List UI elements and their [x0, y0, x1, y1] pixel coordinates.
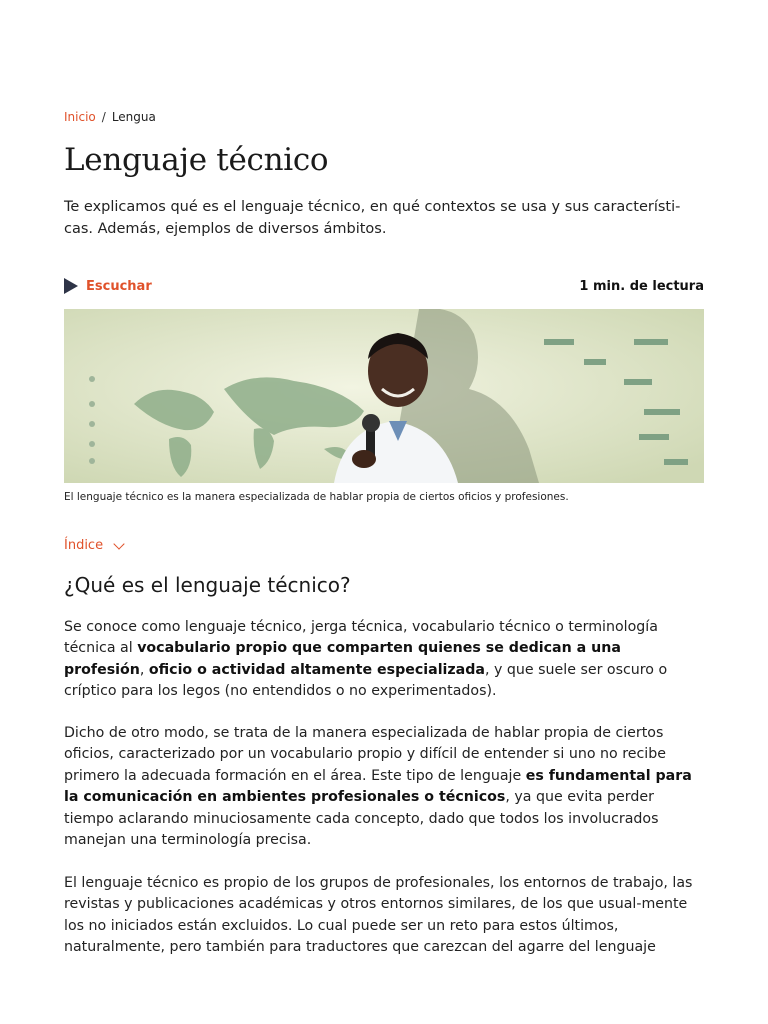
- paragraph-2: [64, 723, 704, 851]
- paragraph-3: El lenguaje técnico es propio de los grupos de profesionales, los entornos de trabajo, las revistas y publicaciones académicas y otros entornos similares, de los que usual-mente los no iniciados están excluidos. Lo cual puede ser un reto para estos últimos, naturalmente, pero también para traductores que carezcan del agarre del lenguaje: [64, 875, 693, 956]
- paragraph-1-text-d: , y que suele ser oscuro o críptico para los legos (no entendidos o no experimentados).: [64, 661, 668, 700]
- hero-illustration: [64, 309, 704, 483]
- paragraph-1-text-c: ,: [139, 661, 149, 678]
- read-time: 1 min. de lectura: [579, 278, 704, 294]
- section-heading: ¿Qué es el lenguaje técnico?: [64, 573, 351, 597]
- breadcrumb-separator: /: [101, 110, 106, 124]
- breadcrumb-home-link[interactable]: Inicio: [64, 110, 96, 124]
- paragraph-1-bold-2: oficio o actividad altamente especializada: [148, 661, 485, 678]
- listen-label: Escuchar: [86, 278, 152, 294]
- paragraph-1-bold-1: vocabulario propio que comparten quienes se dedican a una profesión: [64, 640, 621, 678]
- paragraph-2-bold-1: es fundamental para la comunicación en ambientes profesionales o técnicos: [64, 767, 692, 806]
- breadcrumb: [64, 110, 704, 124]
- index-toggle[interactable]: [64, 538, 704, 553]
- paragraph-1: [64, 617, 704, 703]
- chevron-down-icon: [113, 538, 124, 549]
- article-lead: Te explicamos qué es el lenguaje técnico, en qué contextos se usa y sus característi-cas. Además, ejemplos de diversos ámbitos.: [64, 199, 681, 237]
- page-title: Lenguaje técnico: [64, 142, 329, 178]
- play-icon: [64, 278, 78, 294]
- paragraph-2-text-c: , ya que evita perder tiempo aclarando minuciosamente cada concepto, dado que todos los involucrados manejan una terminología precisa.: [64, 789, 659, 849]
- hero-image: [64, 309, 704, 483]
- listen-button[interactable]: [64, 278, 152, 294]
- paragraph-2-text-a: Dicho de otro modo, se trata de la manera especializada de hablar propia de ciertos oficios, caracterizado por un vocabulario propio y difícil de entender si uno no recibe primero la adecuada formación en el área. Este tipo de lenguaje: [64, 725, 666, 784]
- index-label: Índice: [64, 538, 104, 553]
- audio-row: [64, 275, 704, 297]
- breadcrumb-current: Lengua: [111, 110, 156, 124]
- image-caption: El lenguaje técnico es la manera especializada de hablar propia de ciertos oficios y profesiones.: [64, 491, 569, 503]
- paragraph-1-text-a: Se conoce como lenguaje técnico, jerga técnica, vocabulario técnico o terminología técnica al: [64, 619, 658, 657]
